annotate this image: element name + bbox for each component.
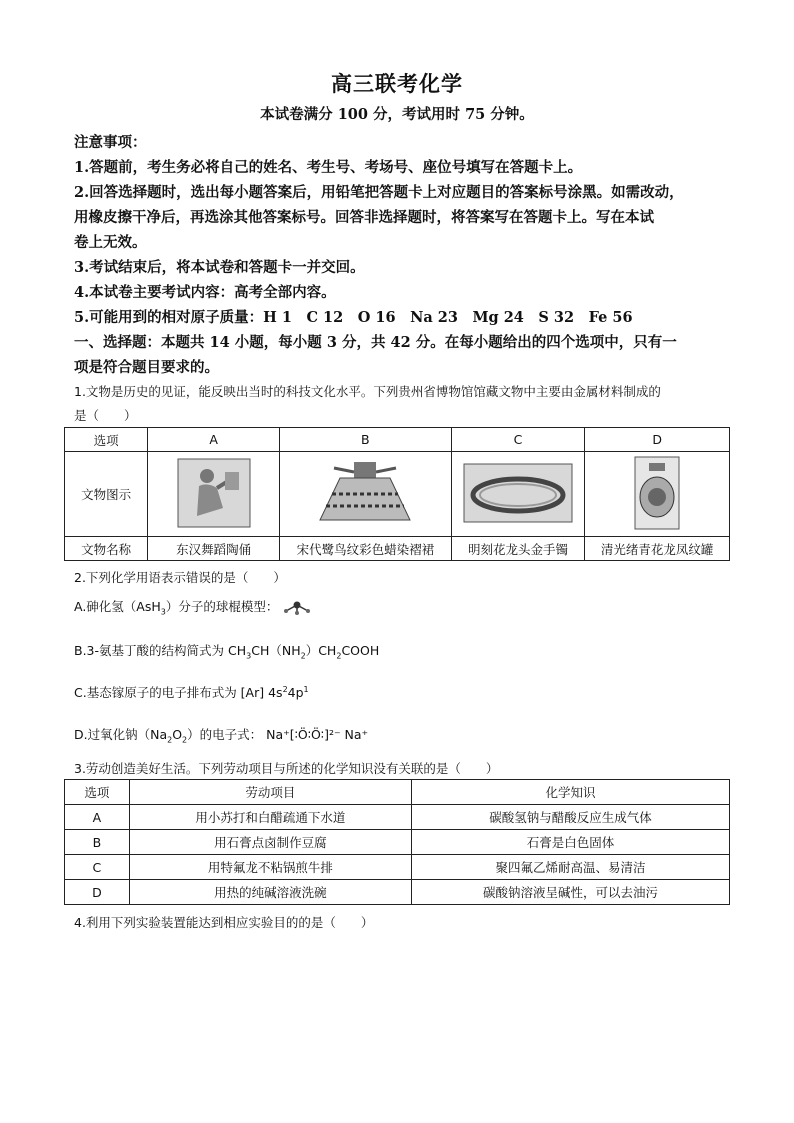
ball-stick-model-icon: [282, 601, 312, 615]
artifact-name: 清光绪青花龙凤纹罐: [585, 537, 730, 561]
table-row: [65, 830, 730, 855]
q2-stem: 2.下列化学用语表示错误的是（ ）: [74, 570, 286, 585]
q1-row-label: 文物图示: [65, 452, 148, 537]
q3-cell-knowledge: 碳酸钠溶液呈碱性，可以去油污: [411, 880, 729, 905]
q1-header-cell: C: [451, 428, 585, 452]
q3-cell-activity: 用石膏点卤制作豆腐: [129, 830, 411, 855]
q2-b-end: COOH: [341, 643, 380, 658]
artifact-name: 东汉舞蹈陶俑: [148, 537, 280, 561]
q1-table-image-row: [65, 452, 730, 537]
artifact-image-cell: [451, 452, 585, 537]
q3-cell-activity: 用热的纯碱溶液洗碗: [129, 880, 411, 905]
q3-cell-option: B: [65, 830, 130, 855]
q2-option-a: A.砷化氢（AsH$_3$）分子的球棍模型：: [74, 597, 312, 617]
q2-option-c: C.基态镓原子的电子排布式为 [Ar] $4s^24p^1$: [74, 684, 309, 700]
electron-formula: Na⁺[∶Ö∶Ö∶]²⁻ Na⁺: [266, 727, 369, 742]
q1-row-label: 文物名称: [65, 537, 148, 561]
q3-table: [64, 779, 730, 905]
q3-header-cell: 选项: [65, 780, 130, 805]
q1-header-cell: B: [279, 428, 451, 452]
q3-cell-knowledge: 碳酸氢钠与醋酸反应生成气体: [411, 805, 729, 830]
q1-header-cell: D: [585, 428, 730, 452]
note-item-2c: 卷上无效。: [74, 234, 147, 251]
q2-c-end: 4p: [287, 685, 304, 700]
artifact-name: 明刻花龙头金手镯: [451, 537, 585, 561]
note-item-1: 1.答题前，考生务必将自己的姓名、考生号、考场号、座位号填写在答题卡上。: [74, 159, 583, 176]
q1-header-cell: 选项: [65, 428, 148, 452]
q3-header-cell: 化学知识: [411, 780, 729, 805]
gold-bracelet-image: [463, 463, 573, 523]
q2-d-mid: O: [172, 727, 183, 742]
notes-heading: 注意事项：: [74, 134, 147, 151]
q2-c-prefix: C.基态镓原子的电子排布式为 [Ar] 4s: [74, 685, 283, 700]
artifact-image-cell: [279, 452, 451, 537]
q3-cell-knowledge: 石膏是白色固体: [411, 830, 729, 855]
note-item-2b: 用橡皮擦干净后，再选涂其他答案标号。回答非选择题时，将答案写在答题卡上。写在本试: [74, 209, 654, 226]
table-row: [65, 805, 730, 830]
q3-cell-activity: 用特氟龙不粘锅煎牛排: [129, 855, 411, 880]
q2-option-b: B.3-氨基丁酸的结构简式为 $CH_3CH(NH_2)CH_2COOH$: [74, 643, 380, 661]
q2-d-prefix: D.过氧化钠（Na: [74, 727, 168, 742]
q3-cell-activity: 用小苏打和白醋疏通下水道: [129, 805, 411, 830]
q2-option-d: D.过氧化钠$(Na_2O_2)$的电子式： Na⁺[∶Ö∶Ö∶]²⁻ Na⁺: [74, 727, 369, 745]
page-title: 高三联考化学: [331, 71, 463, 96]
q3-header-row: [65, 780, 730, 805]
q1-table-header-row: [65, 428, 730, 452]
batik-skirt-image: [310, 458, 420, 528]
section-1-line-2: 项是符合题目要求的。: [74, 359, 219, 376]
note-item-2a: 2.回答选择题时，选出每小题答案后，用铅笔把答题卡上对应题目的答案标号涂黑。如需改动，: [74, 184, 684, 201]
q3-cell-option: C: [65, 855, 130, 880]
page-subtitle: 本试卷满分 100 分，考试用时 75 分钟。: [260, 106, 534, 123]
note-item-5: 5.可能用到的相对原子质量：H 1 C 12 O 16 Na 23 Mg 24 S 32 Fe 56: [74, 309, 633, 326]
q3-cell-knowledge: 聚四氟乙烯耐高温、易清洁: [411, 855, 729, 880]
q1-table: [64, 427, 730, 561]
q2-b-prefix: B.3-氨基丁酸的结构简式为 CH: [74, 643, 247, 658]
q3-cell-option: D: [65, 880, 130, 905]
dancing-figurine-image: [177, 458, 251, 528]
q1-stem-line-1: 1.文物是历史的见证，能反映出当时的科技文化水平。下列贵州省博物馆馆藏文物中主要由金属材料制成的: [74, 384, 661, 399]
artifact-image-cell: [148, 452, 280, 537]
q1-stem-line-2: 是（ ）: [74, 408, 137, 423]
porcelain-jar-image: [627, 455, 687, 531]
q2-a-prefix: A.砷化氢（AsH: [74, 599, 161, 614]
table-row: [65, 880, 730, 905]
note-item-4: 4.本试卷主要考试内容：高考全部内容。: [74, 284, 336, 301]
artifact-image-cell: [585, 452, 730, 537]
q2-b-mid: CH（NH: [251, 643, 301, 658]
q4-stem: 4.利用下列实验装置能达到相应实验目的的是（ ）: [74, 915, 374, 930]
q3-stem: 3.劳动创造美好生活。下列劳动项目与所述的化学知识没有关联的是（ ）: [74, 761, 499, 776]
artifact-name: 宋代鹭鸟纹彩色蜡染褶裙: [279, 537, 451, 561]
q2-a-suffix: ）分子的球棍模型：: [165, 599, 279, 614]
q3-cell-option: A: [65, 805, 130, 830]
q2-b-mid2: ）CH: [305, 643, 337, 658]
q3-header-cell: 劳动项目: [129, 780, 411, 805]
table-row: [65, 855, 730, 880]
note-item-3: 3.考试结束后，将本试卷和答题卡一并交回。: [74, 259, 365, 276]
q1-table-name-row: [65, 537, 730, 561]
section-1-line-1: 一、选择题：本题共 14 小题，每小题 3 分，共 42 分。在每小题给出的四个选项中，只有一: [74, 334, 677, 351]
q1-header-cell: A: [148, 428, 280, 452]
q2-d-suffix: ）的电子式：: [187, 727, 263, 742]
